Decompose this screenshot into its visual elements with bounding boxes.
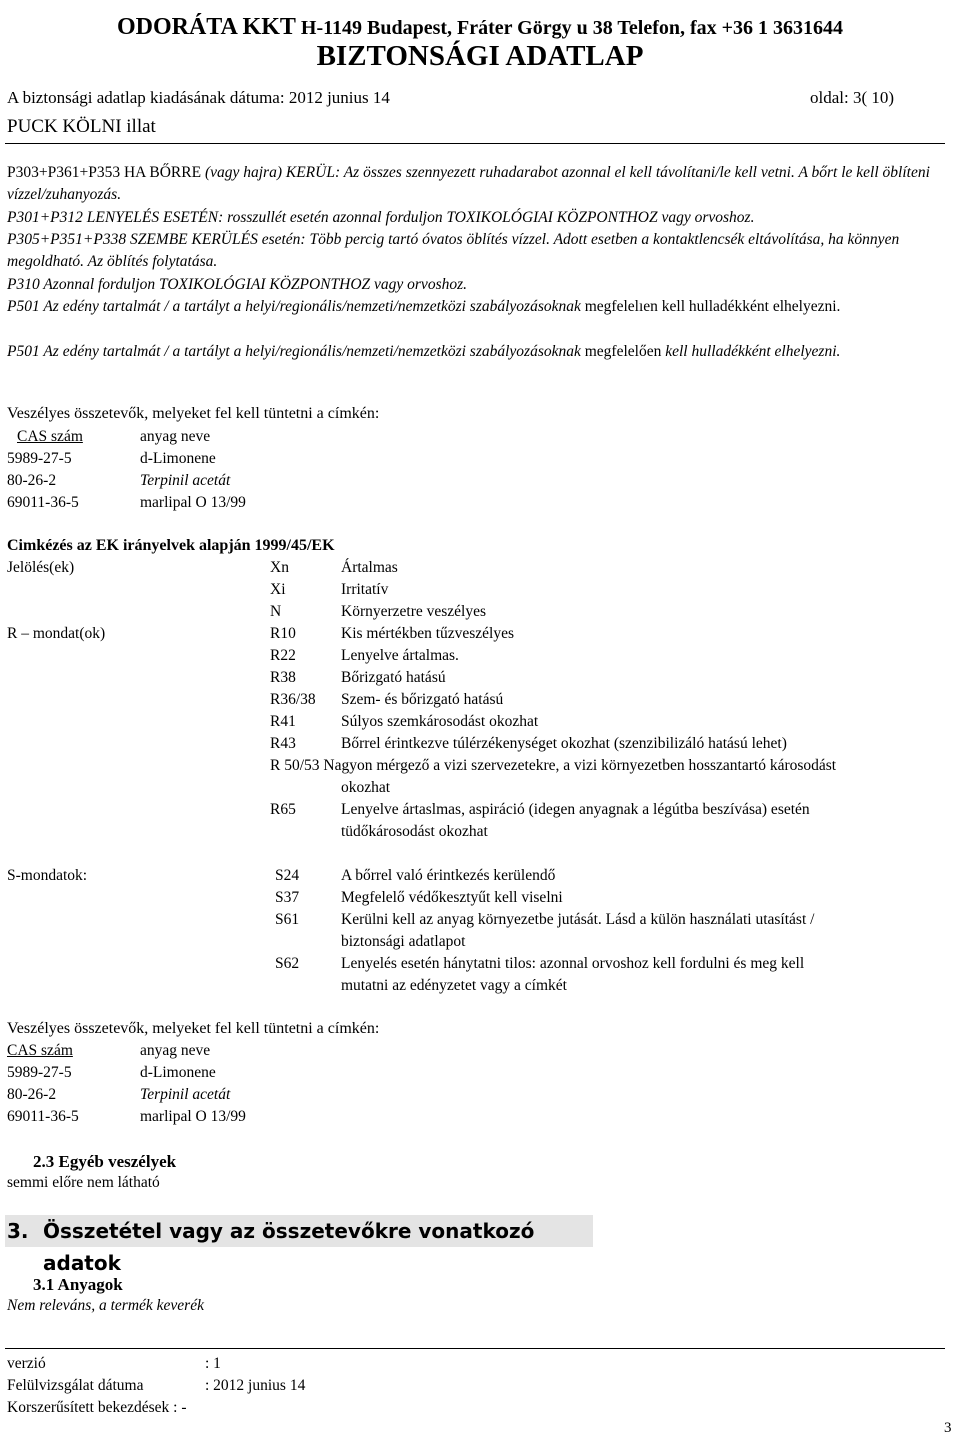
p303-text: (vagy hajra) KERÜL: Az összes szennyezett ruhadarabot azonnal el kell távolítani/le kell vetni. A bőrt le kell öblíteni vízzel/zuhanyozás. bbox=[7, 164, 930, 204]
r-code: R10 bbox=[270, 625, 296, 642]
r-text: Súlyos szemkárosodást okozhat bbox=[341, 713, 539, 730]
updated-sections bbox=[7, 1399, 186, 1417]
ingredient-cas: 80-26-2 bbox=[7, 1086, 57, 1103]
p501b-tail: kell hulladékként elhelyezni. bbox=[661, 343, 841, 360]
symbol-code: Xn bbox=[270, 559, 289, 576]
ingredient-cas: 69011-36-5 bbox=[7, 1108, 79, 1125]
r5053-line1: R 50/53 Nagyon mérgező a vizi szervezetekre, a vizi környezetben hosszantartó károsodást bbox=[270, 757, 837, 774]
r-code: R41 bbox=[270, 713, 296, 730]
p303-prefix: P303+P361+P353 HA BŐRRE bbox=[7, 164, 202, 181]
r-code: R65 bbox=[270, 801, 296, 818]
ingredient-name: d-Limonene bbox=[140, 1064, 216, 1081]
symbol-code: N bbox=[270, 603, 282, 620]
substances-text: Nem releváns, a termék keverék bbox=[7, 1297, 204, 1314]
ingredient-cas: 5989-27-5 bbox=[7, 1064, 72, 1081]
review-date-label: Felülvizsgálat dátuma bbox=[7, 1377, 144, 1394]
section-number: 3. bbox=[7, 1219, 29, 1243]
r-text: Lenyelve ártalmas. bbox=[341, 647, 459, 664]
ingredient-name: marlipal O 13/99 bbox=[140, 1108, 246, 1125]
r-code: R38 bbox=[270, 669, 296, 686]
r-code: R22 bbox=[270, 647, 296, 664]
p305-statement: P305+P351+P338 SZEMBE KERÜLÉS esetén: Több percig tartó óvatos öblítés vízzel. Adott esetben a kontaktlencsék eltávolítása, ha könnyen megoldható. Az öblítés folytatása. bbox=[7, 231, 900, 271]
symbol-text: Irritatív bbox=[341, 581, 389, 598]
symbol-text: Ártalmas bbox=[341, 559, 398, 576]
col-name: anyag neve bbox=[140, 1042, 211, 1059]
ingredients-table-header bbox=[7, 1042, 223, 1060]
page-number: 3 bbox=[944, 1420, 952, 1436]
substances-heading: 3.1 Anyagok bbox=[33, 1275, 123, 1294]
ingredient-name: marlipal O 13/99 bbox=[140, 494, 246, 511]
ingredient-name: Terpinil acetát bbox=[140, 1086, 231, 1103]
ingredient-cas: 80-26-2 bbox=[7, 472, 57, 489]
company-name: ODORÁTA KKT bbox=[116, 14, 296, 40]
ingredient-cas: 5989-27-5 bbox=[7, 450, 72, 467]
p501a-upright: megfelelıen kell hulladékként elhelyezni. bbox=[580, 298, 841, 315]
r-text: Bőrizgató hatású bbox=[341, 669, 446, 686]
r-text: Bőrrel érintkezve túlérzékenységet okozhat (szenzibilizáló hatású lehet) bbox=[341, 735, 787, 752]
ingredient-cas: 69011-36-5 bbox=[7, 494, 79, 511]
r65-line2: tüdőkárosodást okozhat bbox=[341, 823, 488, 840]
p501-statement-b bbox=[7, 341, 932, 363]
s-code: S37 bbox=[275, 889, 300, 906]
company-header bbox=[0, 14, 960, 41]
p501-statement-a bbox=[7, 296, 932, 318]
other-hazards-heading: 2.3 Egyéb veszélyek bbox=[33, 1152, 177, 1171]
s-text: A bőrrel való érintkezés kerülendő bbox=[341, 867, 556, 884]
review-date-value: : 2012 junius 14 bbox=[205, 1377, 306, 1394]
r65-line1: Lenyelve ártaslmas, aspiráció (idegen anyagnak a légútba beszívása) esetén bbox=[341, 801, 810, 818]
document-title: BIZTONSÁGI ADATLAP bbox=[316, 40, 644, 72]
r-code: R43 bbox=[270, 735, 296, 752]
p501b-italic: P501 Az edény tartalmát / a tartályt a helyi/regionális/nemzeti/nemzetközi szabályozásoknak bbox=[7, 343, 581, 360]
section-3-heading bbox=[5, 1215, 593, 1275]
r-phrases-label: R – mondat(ok) bbox=[7, 625, 106, 642]
p310-statement: P310 Azonnal forduljon TOXIKOLÓGIAI KÖZPONTHOZ vagy orvoshoz. bbox=[7, 276, 468, 293]
version-value: : 1 bbox=[205, 1355, 221, 1372]
header-divider bbox=[5, 143, 945, 144]
r-code: R36/38 bbox=[270, 691, 316, 708]
page-indicator: oldal: 3( 10) bbox=[810, 88, 895, 107]
ingredients-heading: Veszélyes összetevők, melyeket fel kell tüntetni a címkén: bbox=[7, 1020, 380, 1037]
updated-sections-label: Korszerűsített bekezdések bbox=[7, 1399, 170, 1416]
ingredients-table-header bbox=[7, 428, 230, 446]
product-name: PUCK KÖLNI illat bbox=[7, 116, 156, 137]
r-text: Kis mértékben tűzveszélyes bbox=[341, 625, 515, 642]
company-info: H-1149 Budapest, Fráter Görgy u 38 Telefon, fax +36 1 3631644 bbox=[300, 17, 844, 39]
p501b-upright: megfelelően bbox=[580, 343, 662, 360]
symbol-code: Xi bbox=[270, 581, 286, 598]
labelling-heading: Cimkézés az EK irányelvek alapján 1999/45/EK bbox=[7, 537, 335, 554]
s-code: S62 bbox=[275, 955, 300, 972]
p301-statement: P301+P312 LENYELÉS ESETÉN: rosszullét esetén azonnal forduljon TOXIKOLÓGIAI KÖZPONTHOZ vagy orvoshoz. bbox=[7, 209, 755, 226]
s62-line2: mutatni az edényzetet vagy a címkét bbox=[341, 977, 567, 994]
issue-date: A biztonsági adatlap kiadásának dátuma: 2012 junius 14 bbox=[7, 88, 390, 107]
col-name: anyag neve bbox=[140, 428, 211, 445]
s-code: S24 bbox=[275, 867, 300, 884]
updated-sections-value: : - bbox=[173, 1399, 187, 1416]
s61-line2: biztonsági adatlapot bbox=[341, 933, 466, 950]
s-text: Megfelelő védőkesztyűt kell viselni bbox=[341, 889, 563, 906]
section-title: Összetétel vagy az összetevőkre vonatkozó adatok bbox=[43, 1219, 535, 1275]
footer-divider bbox=[5, 1348, 945, 1349]
r5053-line2: okozhat bbox=[341, 779, 391, 796]
s-phrases-label: S-mondatok: bbox=[7, 867, 88, 884]
ingredients-heading: Veszélyes összetevők, melyeket fel kell tüntetni a címkén: bbox=[7, 405, 380, 422]
col-cas: CAS szám bbox=[7, 1042, 73, 1059]
p501a-italic: P501 Az edény tartalmát / a tartályt a helyi/regionális/nemzeti/nemzetközi szabályozásoknak bbox=[7, 298, 581, 315]
s61-line1: Kerülni kell az anyag környezetbe jutását. Lásd a külön használati utasítást / bbox=[341, 911, 815, 928]
col-cas: CAS szám bbox=[17, 428, 83, 445]
ingredient-name: d-Limonene bbox=[140, 450, 216, 467]
symbol-text: Környerzetre veszélyes bbox=[341, 603, 487, 620]
other-hazards-text: semmi előre nem látható bbox=[7, 1174, 160, 1191]
version-label: verzió bbox=[7, 1355, 46, 1372]
s62-line1: Lenyelés esetén hánytatni tilos: azonnal orvoshoz kell fordulni és meg kell bbox=[341, 955, 805, 972]
p303-statement bbox=[7, 162, 932, 207]
r-text: Szem- és bőrizgató hatású bbox=[341, 691, 504, 708]
s-code: S61 bbox=[275, 911, 300, 928]
marking-label: Jelölés(ek) bbox=[7, 559, 75, 576]
ingredient-name: Terpinil acetát bbox=[140, 472, 231, 489]
